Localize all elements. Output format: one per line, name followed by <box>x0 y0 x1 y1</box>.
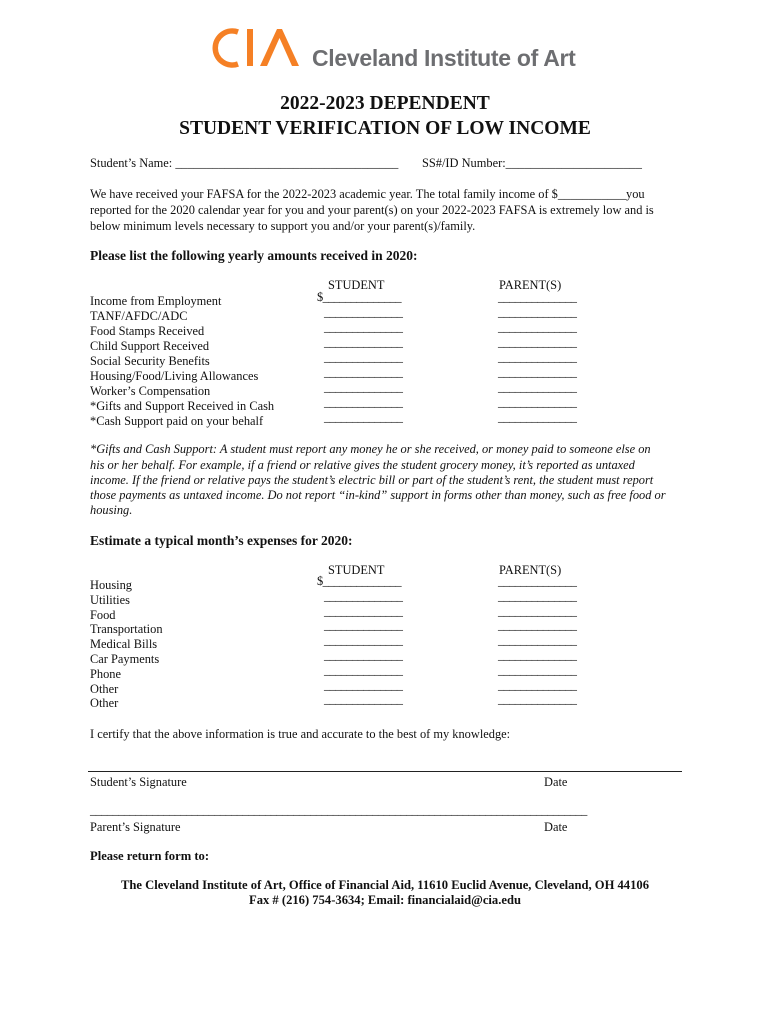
org-name: Cleveland Institute of Art <box>312 45 576 71</box>
income-parent-header: PARENT(S) <box>499 278 562 292</box>
row-label: Phone <box>90 666 121 681</box>
parent-amount-field[interactable]: ______________ <box>498 648 577 662</box>
student-amount-field[interactable]: ______________ <box>324 365 403 379</box>
parent-amount-field[interactable]: ______________ <box>498 662 577 677</box>
parent-amount-field[interactable]: ______________ <box>498 380 577 394</box>
certify-statement: I certify that the above information is true and accurate to the best of my knowledge: <box>90 727 511 741</box>
row-label: TANF/AFDC/ADC <box>90 309 188 323</box>
student-name-field[interactable]: Student’s Name: ____________________________________ <box>90 156 399 170</box>
row-label: *Cash Support paid on your behalf <box>90 414 264 428</box>
parent-amount-field[interactable]: ______________ <box>498 692 577 707</box>
return-address: The Cleveland Institute of Art, Office of Financial Aid, 11610 Euclid Avenue, Cleveland, OH 44106 <box>120 878 649 892</box>
row-label: Housing/Food/Living Allowances <box>90 369 259 383</box>
parent-amount-field[interactable]: ______________ <box>498 677 577 692</box>
student-amount-field[interactable]: ______________ <box>324 603 403 618</box>
student-signature-label: Student’s Signature <box>90 775 187 789</box>
student-amount-field[interactable]: $______________ <box>317 574 401 588</box>
parent-amount-field[interactable]: ______________ <box>498 588 577 603</box>
cia-logo-mark <box>206 26 306 70</box>
row-label: Social Security Benefits <box>90 354 210 368</box>
student-amount-field[interactable]: ______________ <box>324 648 403 662</box>
student-amount-field[interactable]: ______________ <box>324 350 403 364</box>
student-amount-field[interactable]: ______________ <box>324 320 403 334</box>
parent-amount-field[interactable]: ______________ <box>498 350 577 364</box>
intro-line-3: below minimum levels necessary to support you and/or your parent(s)/family. <box>90 219 476 233</box>
row-label: Food Stamps Received <box>90 324 205 338</box>
parent-amount-field[interactable]: ______________ <box>498 305 577 319</box>
gift-note-line-5: housing. <box>90 503 133 517</box>
cia-logo <box>206 26 616 70</box>
student-date-label: Date <box>544 775 568 789</box>
student-amount-field[interactable]: ______________ <box>324 305 403 319</box>
row-label: Other <box>90 681 119 696</box>
gift-note-line-3: income. If the friend or relative pays the student’s electric bill or part of the student’s rent, the student must report <box>90 473 654 487</box>
student-amount-field[interactable]: ______________ <box>324 380 403 394</box>
income-student-header: STUDENT <box>328 278 385 292</box>
expenses-heading: Estimate a typical month’s expenses for 2020: <box>90 533 353 548</box>
student-amount-field[interactable]: $______________ <box>317 290 401 304</box>
parent-amount-field[interactable]: ______________ <box>498 395 577 409</box>
parent-amount-field[interactable]: ______________ <box>498 410 577 424</box>
parent-amount-field[interactable]: ______________ <box>498 618 577 633</box>
row-label: Utilities <box>90 592 130 607</box>
student-amount-field[interactable]: ______________ <box>324 662 403 677</box>
gift-note-line-4: those payments as untaxed income. Do not report “in-kind” support in forms other than money, such as free food or <box>90 488 666 502</box>
gift-note-line-2: his or her behalf. For example, if a friend or relative gives the student grocery money, it’s reported as untaxed <box>90 458 635 472</box>
intro-line-2: reported for the 2020 calendar year for you and your parent(s) on your 2022-2023 FAFSA is extremely low and is <box>90 203 654 217</box>
student-amount-field[interactable]: ______________ <box>324 677 403 692</box>
row-label: Housing <box>90 578 132 592</box>
row-label: *Gifts and Support Received in Cash <box>90 399 275 413</box>
student-amount-field[interactable]: ______________ <box>324 618 403 633</box>
gift-note-line-1: *Gifts and Cash Support: A student must report any money he or she received, or money paid to someone else on <box>90 442 651 456</box>
expenses-parent-header: PARENT(S) <box>499 563 562 577</box>
row-label: Food <box>90 607 116 622</box>
row-label: Car Payments <box>90 652 160 666</box>
form-title-line2: STUDENT VERIFICATION OF LOW INCOME <box>179 118 591 139</box>
parent-date-label: Date <box>544 820 568 834</box>
row-label: Transportation <box>90 622 163 637</box>
student-signature-line[interactable] <box>88 771 682 772</box>
parent-amount-field[interactable]: ______________ <box>498 574 577 588</box>
student-amount-field[interactable]: ______________ <box>324 410 403 424</box>
return-contact: Fax # (216) 754-3634; Email: financialaid@cia.edu <box>249 893 521 907</box>
intro-line-1: We have received your FAFSA for the 2022-2023 academic year. The total family income of $___________you <box>90 187 645 201</box>
parent-amount-field[interactable]: ______________ <box>498 365 577 379</box>
parent-amount-field[interactable]: ______________ <box>498 633 577 648</box>
student-amount-field[interactable]: ______________ <box>324 692 403 707</box>
student-amount-field[interactable]: ______________ <box>324 633 403 648</box>
student-amount-field[interactable]: ______________ <box>324 395 403 409</box>
student-id-field[interactable]: SS#/ID Number:______________________ <box>422 156 642 170</box>
parent-amount-field[interactable]: ______________ <box>498 603 577 618</box>
expenses-student-header: STUDENT <box>328 563 385 577</box>
income-heading: Please list the following yearly amounts received in 2020: <box>90 248 418 263</box>
return-heading: Please return form to: <box>90 849 210 863</box>
row-label: Medical Bills <box>90 637 158 652</box>
row-label: Child Support Received <box>90 339 210 353</box>
parent-amount-field[interactable]: ______________ <box>498 290 577 304</box>
row-label: Other <box>90 696 119 711</box>
row-label: Worker’s Compensation <box>90 384 211 398</box>
student-amount-field[interactable]: ______________ <box>324 335 403 349</box>
parent-signature-label: Parent’s Signature <box>90 820 181 834</box>
parent-amount-field[interactable]: ______________ <box>498 335 577 349</box>
student-amount-field[interactable]: ______________ <box>324 588 403 603</box>
parent-amount-field[interactable]: ______________ <box>498 320 577 334</box>
parent-signature-line[interactable]: ________________________________________________________________________________________ <box>90 803 587 817</box>
row-label: Income from Employment <box>90 294 222 308</box>
form-title-line1: 2022-2023 DEPENDENT <box>280 93 490 114</box>
